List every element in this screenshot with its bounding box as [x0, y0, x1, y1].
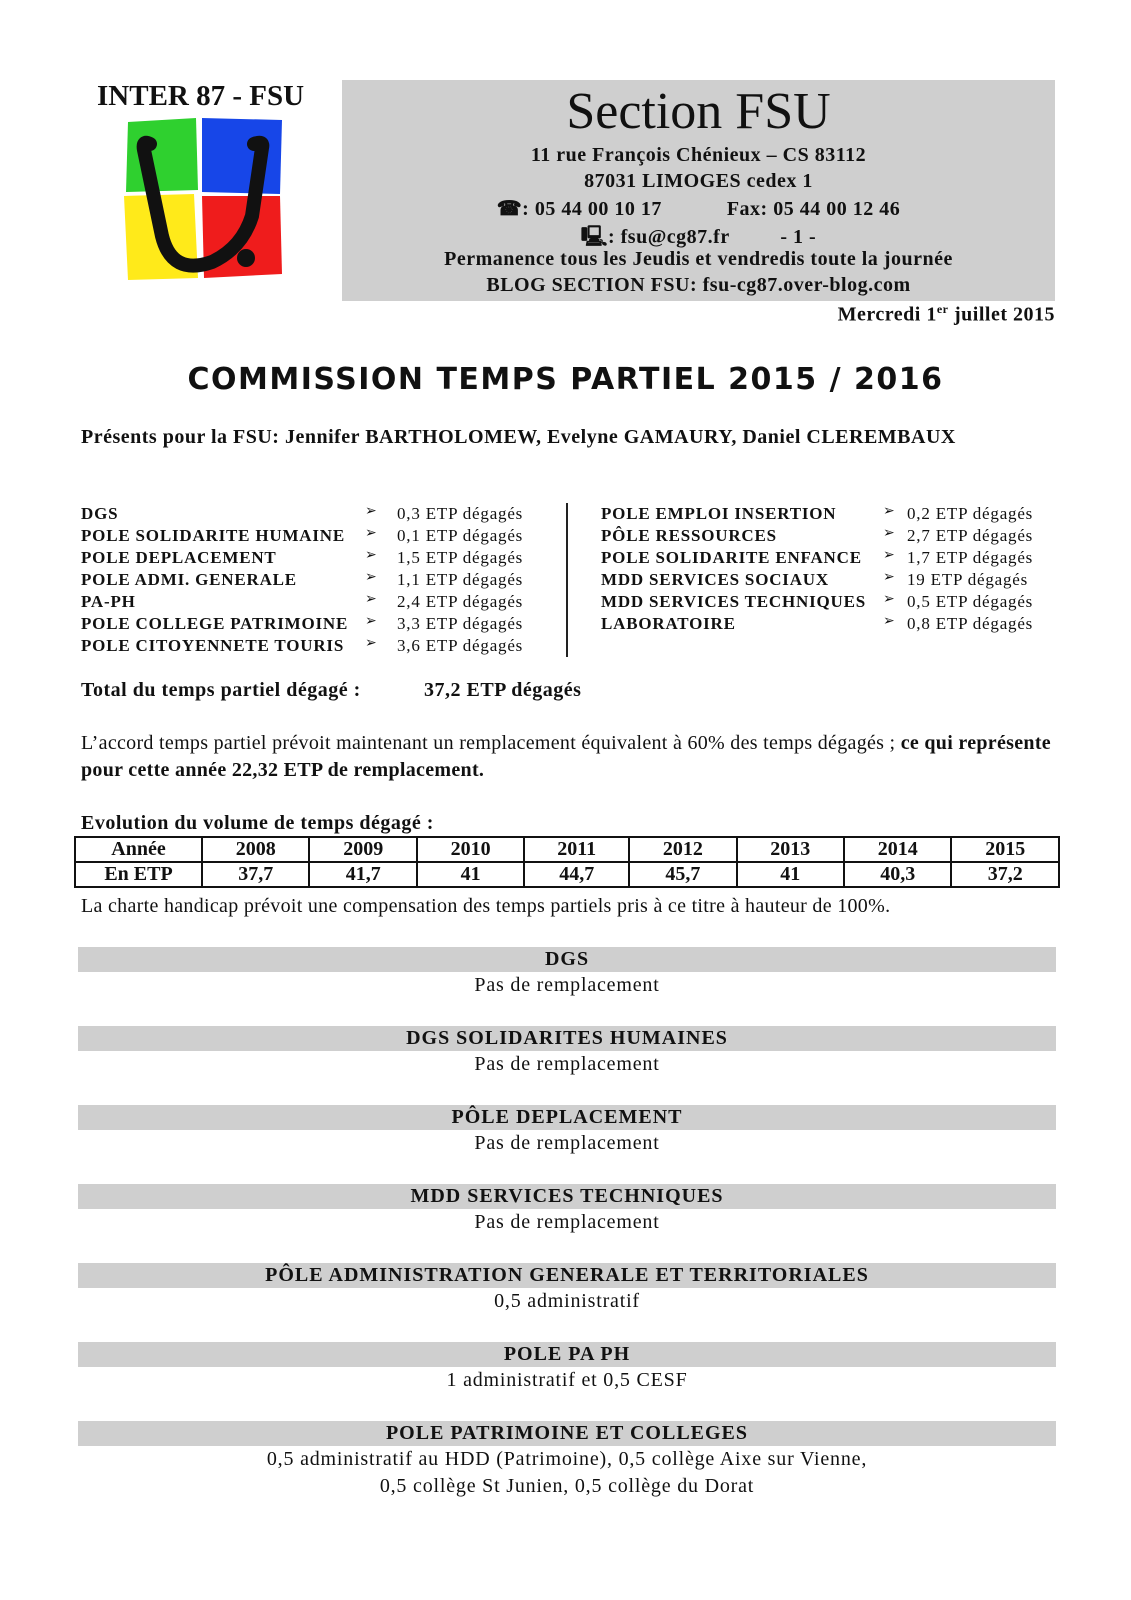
section-body — [78, 972, 1056, 999]
pole-row — [81, 592, 561, 614]
section-title: POLE PA PH — [503, 1343, 631, 1365]
section-title: POLE PATRIMOINE ET COLLEGES — [385, 1422, 749, 1444]
logo-title: INTER 87 - FSU — [97, 80, 305, 112]
section-title: DGS SOLIDARITES HUMAINES — [406, 1027, 728, 1049]
pole-row — [81, 504, 561, 526]
pole-value: 0,5 ETP dégagés — [907, 592, 1034, 611]
table-row-label: En ETP — [75, 862, 202, 887]
pole-row — [601, 526, 1081, 548]
evolution-title: Evolution du volume de temps dégagé : — [81, 812, 434, 834]
table-cell-year: 2009 — [309, 837, 416, 862]
arrow-bullet-icon: ➢ — [365, 614, 378, 629]
section-line: 1 administratif et 0,5 CESF — [446, 1369, 688, 1391]
section-body — [78, 1288, 1056, 1315]
table-header-label: Année — [75, 837, 202, 862]
arrow-bullet-icon: ➢ — [883, 592, 896, 607]
pole-row — [81, 570, 561, 592]
pole-value: 1,7 ETP dégagés — [907, 548, 1034, 567]
section-line: Pas de remplacement — [474, 1132, 660, 1154]
arrow-bullet-icon: ➢ — [883, 614, 896, 629]
address-line-1: 11 rue François Chénieux – CS 83112 — [530, 144, 867, 166]
table-cell-value: 41 — [417, 862, 524, 887]
pole-row — [601, 504, 1081, 526]
email-address: 🖳: fsu@cg87.fr — [580, 226, 730, 248]
arrow-bullet-icon: ➢ — [365, 592, 378, 607]
blog-line: BLOG SECTION FSU: fsu-cg87.over-blog.com — [486, 274, 911, 296]
phone-number: ☎: 05 44 00 10 17 — [496, 198, 662, 220]
section-body — [78, 1446, 1056, 1500]
pole-value: 19 ETP dégagés — [907, 570, 1029, 589]
address-line-2: 87031 LIMOGES cedex 1 — [584, 170, 813, 192]
pole-name: MDD SERVICES SOCIAUX — [601, 570, 829, 589]
section-title: PÔLE ADMINISTRATION GENERALE ET TERRITORIALES — [265, 1264, 869, 1286]
pole-name: POLE ADMI. GENERALE — [81, 570, 297, 589]
page-title: COMMISSION TEMPS PARTIEL 2015 / 2016 — [187, 362, 944, 397]
table-cell-value: 44,7 — [524, 862, 629, 887]
total-label: Total du temps partiel dégagé : — [81, 679, 361, 701]
attendees: Présents pour la FSU: Jennifer BARTHOLOMEW, Evelyne GAMAURY, Daniel CLEREMBAUX — [81, 426, 956, 448]
section-line: 0,5 administratif au HDD (Patrimoine), 0,5 collège Aixe sur Vienne, — [266, 1448, 868, 1470]
arrow-bullet-icon: ➢ — [883, 526, 896, 541]
pole-name: POLE DEPLACEMENT — [81, 548, 277, 567]
pole-name: PÔLE RESSOURCES — [601, 526, 777, 545]
pole-row — [81, 526, 561, 548]
table-cell-value: 41 — [737, 862, 844, 887]
table-cell-value: 40,3 — [844, 862, 951, 887]
arrow-bullet-icon: ➢ — [883, 504, 896, 519]
section-title: PÔLE DEPLACEMENT — [451, 1106, 683, 1128]
arrow-bullet-icon: ➢ — [365, 504, 378, 519]
column-divider — [566, 503, 568, 657]
pole-value: 3,3 ETP dégagés — [397, 614, 524, 633]
section-body — [78, 1209, 1056, 1236]
section-line: Pas de remplacement — [474, 1053, 660, 1075]
pole-row — [81, 614, 561, 636]
table-cell-year: 2012 — [629, 837, 736, 862]
section-body — [78, 1367, 1056, 1394]
pole-row — [601, 570, 1081, 592]
section-line: 0,5 administratif — [494, 1290, 640, 1312]
arrow-bullet-icon: ➢ — [883, 548, 896, 563]
permanence-line: Permanence tous les Jeudis et vendredis toute la journée — [444, 248, 953, 270]
pole-value: 3,6 ETP dégagés — [397, 636, 524, 655]
arrow-bullet-icon: ➢ — [365, 570, 378, 585]
pole-value: 2,7 ETP dégagés — [907, 526, 1034, 545]
pole-name: MDD SERVICES TECHNIQUES — [601, 592, 866, 611]
charte-note: La charte handicap prévoit une compensation des temps partiels pris à ce titre à hauteur de 100%. — [81, 895, 891, 917]
table-cell-value: 45,7 — [629, 862, 736, 887]
pole-row — [601, 592, 1081, 614]
page-number: - 1 - — [780, 226, 817, 248]
section-body — [78, 1130, 1056, 1157]
section-body — [78, 1051, 1056, 1078]
table-cell-year: 2014 — [844, 837, 951, 862]
pole-row — [81, 636, 561, 658]
accord-paragraph: L’accord temps partiel prévoit maintenant un remplacement équivalent à 60% des temps dégagés ; ce qui représente pour cette année 22,32 ETP de remplacement. — [81, 732, 1051, 781]
pole-row — [601, 548, 1081, 570]
table-cell-year: 2011 — [524, 837, 629, 862]
arrow-bullet-icon: ➢ — [883, 570, 896, 585]
pole-value: 0,3 ETP dégagés — [397, 504, 524, 523]
section-line: 0,5 collège St Junien, 0,5 collège du Dorat — [379, 1475, 755, 1497]
pole-name: POLE SOLIDARITE HUMAINE — [81, 526, 345, 545]
pole-value: 0,8 ETP dégagés — [907, 614, 1034, 633]
pole-name: LABORATOIRE — [601, 614, 736, 633]
pole-name: POLE CITOYENNETE TOURIS — [81, 636, 345, 655]
table-cell-year: 2008 — [202, 837, 309, 862]
pole-name: DGS — [81, 504, 119, 523]
fax-number: Fax: 05 44 00 12 46 — [726, 198, 901, 220]
fsu-logo — [122, 116, 286, 284]
table-cell-value: 37,2 — [951, 862, 1059, 887]
table-cell-year: 2013 — [737, 837, 844, 862]
section-title: MDD SERVICES TECHNIQUES — [410, 1185, 724, 1207]
section-title: Section FSU — [566, 83, 831, 140]
section-line: Pas de remplacement — [474, 1211, 660, 1233]
table-cell-value: 41,7 — [309, 862, 416, 887]
pole-name: POLE EMPLOI INSERTION — [601, 504, 837, 523]
table-cell-value: 37,7 — [202, 862, 309, 887]
pole-value: 1,1 ETP dégagés — [397, 570, 524, 589]
date: Mercredi 1er juillet 2015 — [837, 302, 1055, 326]
table-cell-year: 2010 — [417, 837, 524, 862]
pole-name: POLE COLLEGE PATRIMOINE — [81, 614, 349, 633]
arrow-bullet-icon: ➢ — [365, 548, 378, 563]
pole-value: 0,1 ETP dégagés — [397, 526, 524, 545]
phone-fax-line — [342, 196, 1055, 221]
arrow-bullet-icon: ➢ — [365, 526, 378, 541]
section-line: Pas de remplacement — [474, 974, 660, 996]
pole-name: POLE SOLIDARITE ENFANCE — [601, 548, 862, 567]
section-title: DGS — [544, 948, 590, 970]
pole-value: 0,2 ETP dégagés — [907, 504, 1034, 523]
table-cell-year: 2015 — [951, 837, 1059, 862]
pole-row — [81, 548, 561, 570]
table-row — [75, 862, 1059, 887]
pole-value: 1,5 ETP dégagés — [397, 548, 524, 567]
pole-row — [601, 614, 1081, 636]
arrow-bullet-icon: ➢ — [365, 636, 378, 651]
table-header-row — [75, 837, 1059, 862]
evolution-table — [74, 836, 1060, 888]
total-value: 37,2 ETP dégagés — [424, 679, 582, 701]
pole-value: 2,4 ETP dégagés — [397, 592, 524, 611]
pole-name: PA-PH — [81, 592, 136, 611]
